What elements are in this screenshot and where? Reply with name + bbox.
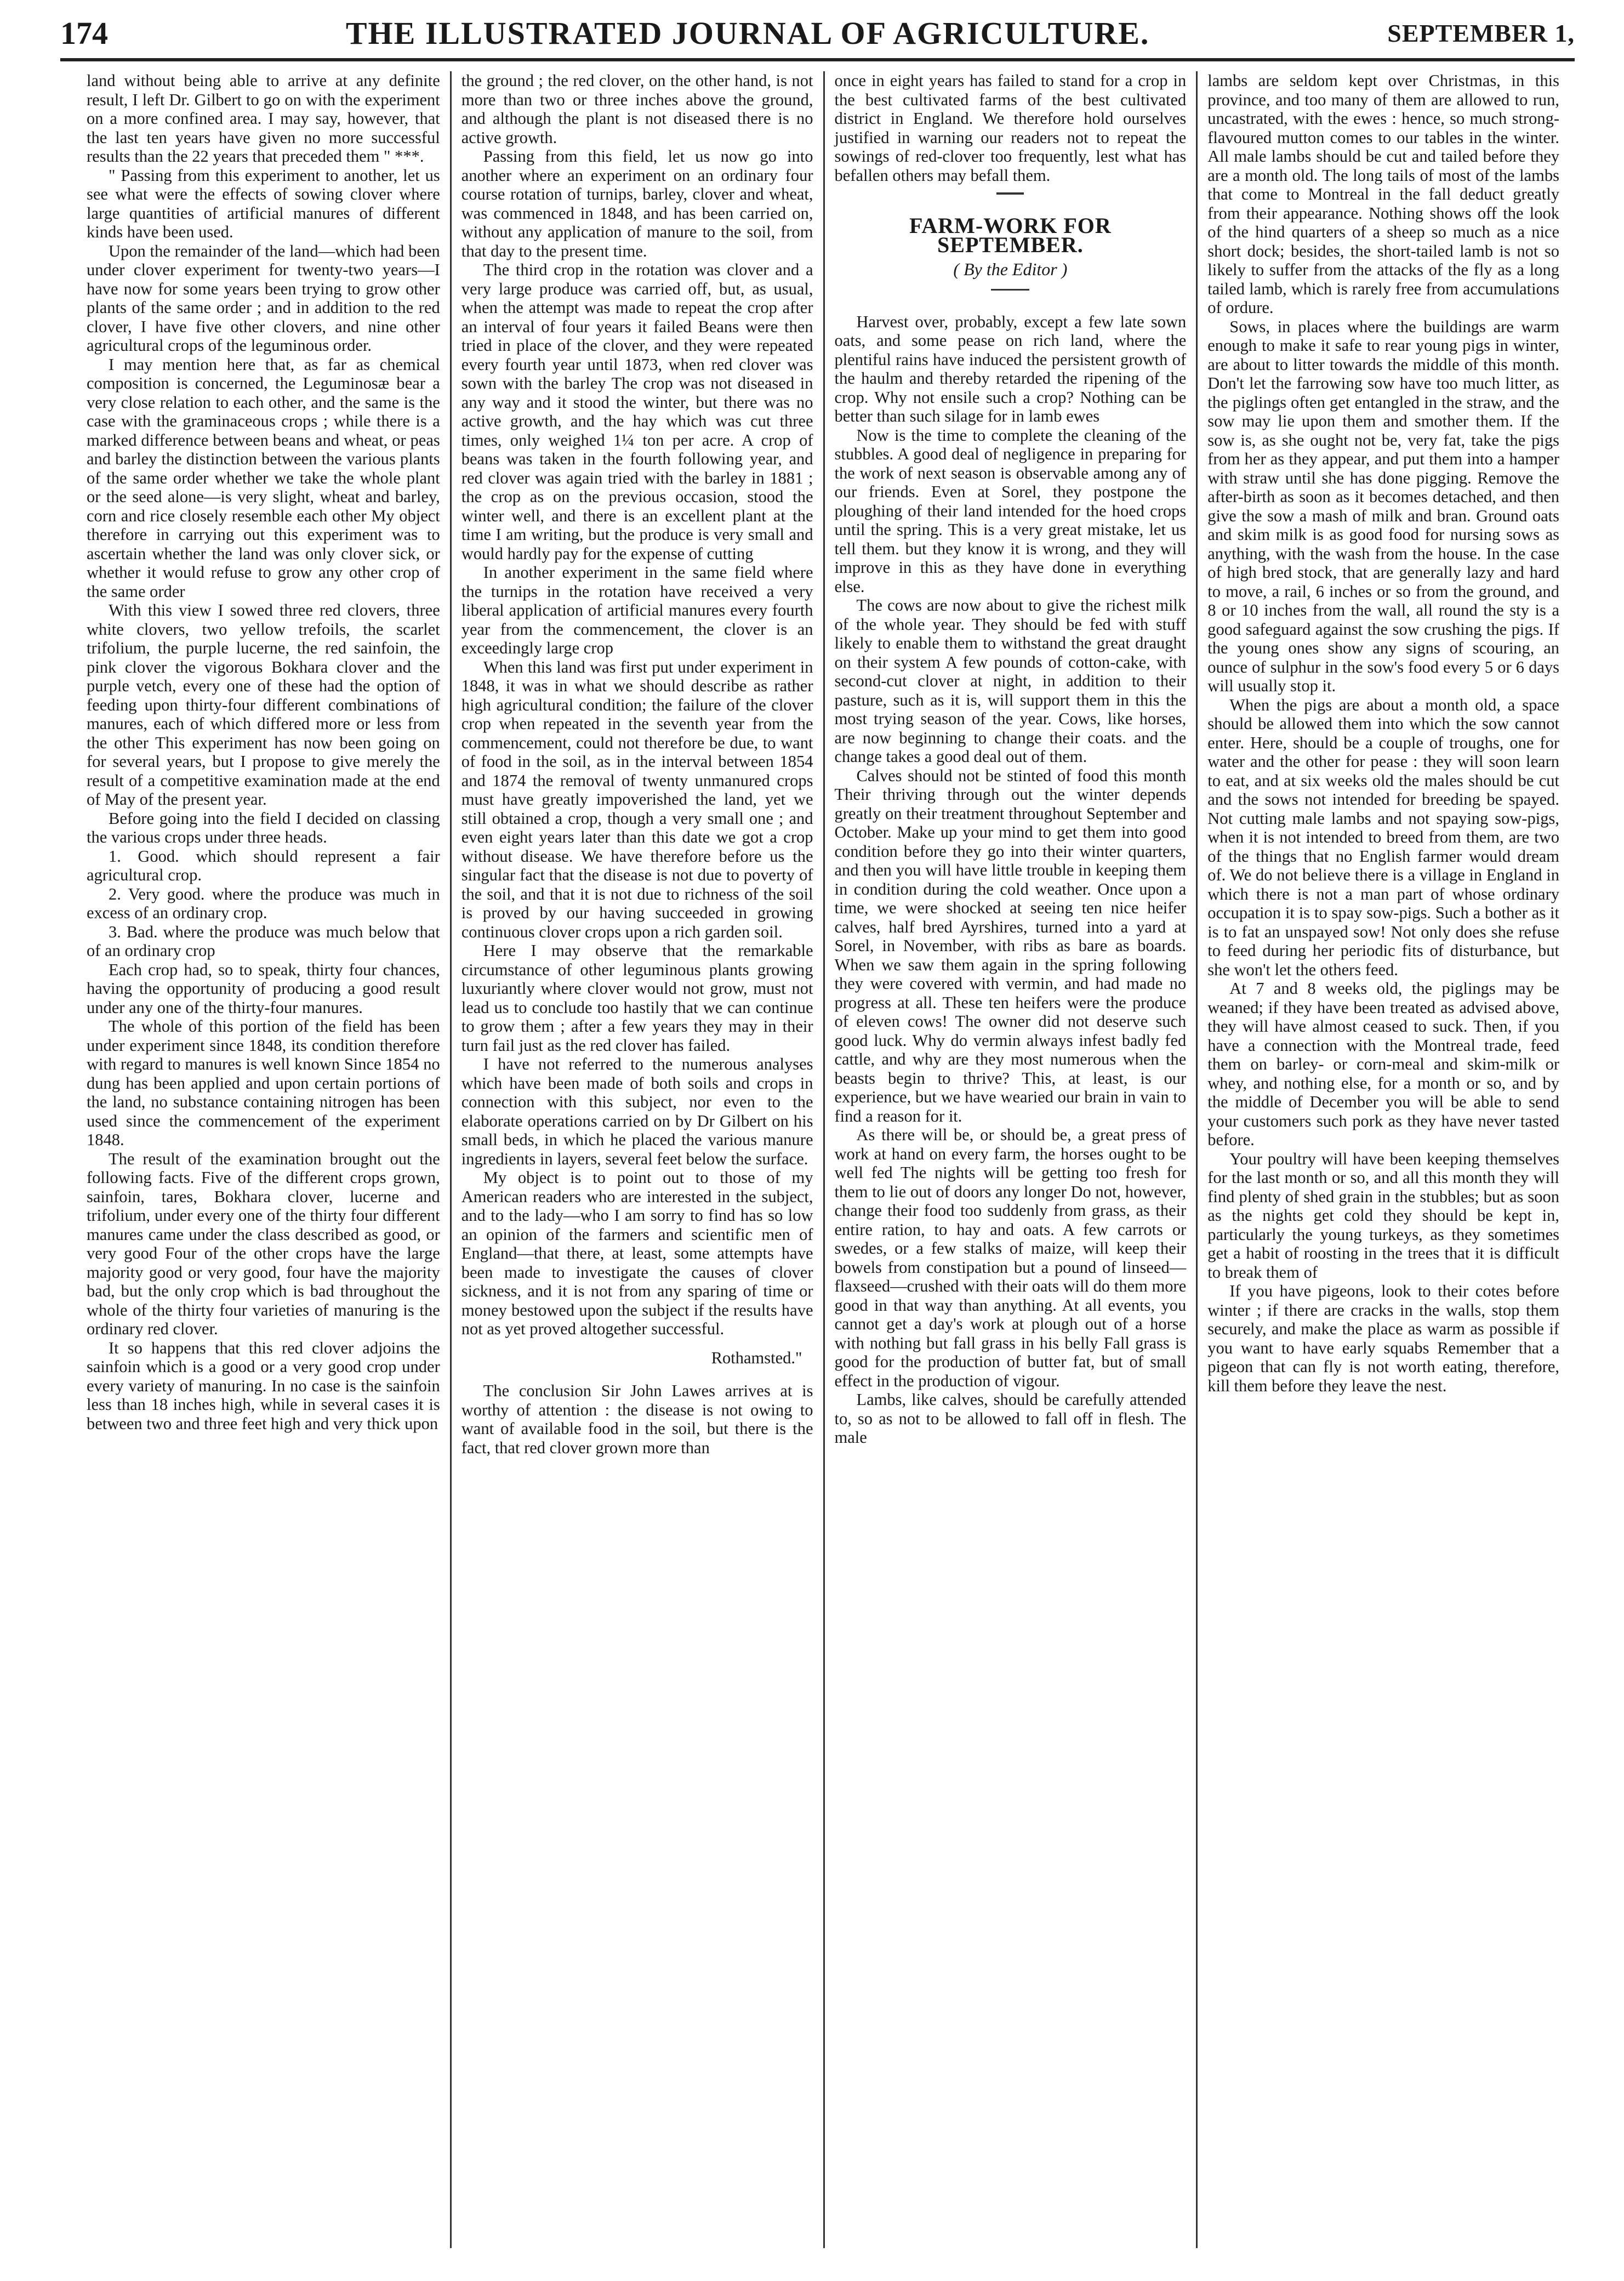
paragraph: 2. Very good. where the produce was much in excess of an ordinary crop. [87,884,440,922]
paragraph: Each crop had, so to speak, thirty four chances, having the opportunity of producing a good result under any one of the thirty-four manures. [87,960,440,1017]
section-divider [996,192,1024,195]
paragraph: The third crop in the rotation was clover and a very large produce was carried off, but, as usual, when the attempt was made to repeat the crop after an interval of four years it failed Beans were then tried in place of the clover, and they were repeated every fourth year until 1873, when red clover was sown with the barley The crop was not diseased in any way and it stood the winter, but there was no active growth, and the hay which was cut three times, only weighed 1¼ ton per acre. A crop of beans was taken in the fourth following year, and red clover was again tried with the barley in 1881 ; the crop as on the previous occasion, stood the winter well, and there is an excellent plant at the time I am writing, but the produce is very small and would hardly pay for the expense of cutting [461,260,813,563]
paragraph: As there will be, or should be, a great press of work at hand on every farm, the horses ought to be well fed The nights will be getting too fresh for them to lie out of doors any longer Do not, however, change their food too suddenly from grass, as their entire ration, to hay and oats. A few carrots or swedes, or a few stalks of maize, will keep their bowels from constipation but a pound of linseed—flaxseed—crushed with their oats will do them more good in that way than anything. At all events, you cannot get a day's work at plough out of a horse with nothing but fall grass in his belly Fall grass is good for the production of butter fat, but of small effect in the production of vigour. [834,1125,1187,1390]
column-4 [1196,71,1569,2248]
paragraph: If you have pigeons, look to their cotes before winter ; if there are cracks in the walls, stop them securely, and make the place as warm as possible if you want to have early squabs Remember that a pigeon that can fly is not worth eating, therefore, kill them before they leave the nest. [1207,1282,1559,1395]
paragraph: Your poultry will have been keeping themselves for the last month or so, and all this month they will find plenty of shed grain in the stubbles; but as soon as the nights get cold they should be kept in, particularly the young turkeys, as they sometimes get a habit of roosting in the trees that it is difficult to break them of [1207,1149,1559,1282]
paragraph: It so happens that this red clover adjoins the sainfoin which is a good or a very good crop under every variety of manuring. In no case is the sainfoin less than 18 inches high, while in several cases it is between two and three feet high and very thick upon [87,1338,440,1433]
paragraph: I have not referred to the numerous analyses which have been made of both soils and crops in connection with this subject, nor even to the elaborate operations carried on by Dr Gilbert on his small beds, in which he placed the various manure ingredients in layers, several feet below the surface. [461,1055,813,1168]
paragraph: Calves should not be stinted of food this month Their thriving through out the winter depends greatly on their treatment throughout September and October. Make up your mind to get them into good condition before they go into their winter quarters, and then you will have little trouble in keeping them in condition during the cold weather. Once upon a time, we were shocked at seeing ten nice heifer calves, half bred Ayrshires, turned into a yard at Sorel, in November, with ribs as bare as boards. When we saw them again in the spring following they were covered with vermin, and had made no progress at all. These ten heifers were the produce of eleven cows! The owner did not deserve such good luck. Why do vermin always infest badly fed cattle, and why are they most numerous when the beasts begin to thrive? This, at least, is our experience, but we have wearied our brain in vain to find a reason for it. [834,766,1187,1125]
paragraph: Harvest over, probably, except a few late sown oats, and some pease on rich land, where the plentiful rains have induced the persistent growth of the haulm and thereby retarded the ripening of the crop. Why not ensile such a crop? Nothing can be better than such silage for in lamb ewes [834,312,1187,425]
signature-rothamsted: Rothamsted." [711,1348,802,1367]
paragraph: 3. Bad. where the produce was much below that of an ordinary crop [87,922,440,960]
paragraph: My object is to point out to those of my American readers who are interested in the subject, and to the lady—who I am sorry to find has so low an opinion of the farmers and scientific men of England—that there, at least, some attempts have been made to investigate the causes of clover sickness, and it is not from any sparing of time or money bestowed upon the subject if the results have not as yet proved altogether successful. [461,1168,813,1338]
paragraph: Now is the time to complete the cleaning of the stubbles. A good deal of negligence in preparing for the work of next season is observable among any of our friends. Even at Sorel, they postpone the ploughing of their land intended for the hoed crops until the spring. This is a very great mistake, let us tell them. but they know it is wrong, and they will improve in this as they have done in everything else. [834,425,1187,596]
paragraph: Upon the remainder of the land—which had been under clover experiment for twenty-two years—I have now for some years been trying to grow other plants of the same order ; and in addition to the red clover, I have five other clovers, and nine other agricultural crops of the leguminous order. [87,241,440,355]
paragraph: lambs are seldom kept over Christmas, in this province, and too many of them are allowed to run, uncastrated, with the ewes : hence, so much strong-flavoured mutton comes to our tables in the winter. All male lambs should be cut and tailed before they are a month old. The long tails of most of the lambs that come to Montreal in the fall deduct greatly from their appearance. Nothing shows off the look of the hind quarters of a sheep so much as a nice short dock; besides, the short-tailed lamb is not so likely to suffer from the attacks of the fly as a long tailed lamb, which is rarely free from accumulations of ordure. [1207,71,1559,317]
paragraph: Sows, in places where the buildings are warm enough to make it safe to rear young pigs in winter, are about to litter towards the middle of this month. Don't let the farrowing sow have too much litter, as the piglings often get entangled in the straw, and the sow may lie upon them and smother them. If the sow is, as she ought not be, very fat, take the pigs from her as they appear, and put them into a hamper with straw until she has done pigging. Remove the after-birth as soon as it becomes detached, and then give the sow a mash of milk and bran. Ground oats and skim milk is as good food for nursing sows as anything, with the wash from the house. In the case of high bred stock, that are generally lazy and hard to move, a rail, 6 inches or so from the ground, and 8 or 10 inches from the wall, all round the sty is a good safeguard against the sow crushing the pigs. If the young ones show any signs of scouring, an ounce of sulphur in the sow's food every 5 or 6 days will usually stop it. [1207,317,1559,695]
paragraph: 1. Good. which should represent a fair agricultural crop. [87,846,440,884]
paragraph: With this view I sowed three red clovers, three white clovers, two yellow trefoils, the scarlet trifolium, the purple lucerne, the red sainfoin, the pink clover the vigorous Bokhara clover and the purple vetch, every one of these had the option of feeding upon thirty-four different combinations of manures, each of which differed more or less from the other This experiment has now been going on for several years, but I propose to give merely the result of a competitive examination made at the end of May of the present year. [87,601,440,809]
page-number: 174 [60,15,108,51]
issue-date: SEPTEMBER 1, [1387,19,1575,47]
paragraph: In another experiment in the same field where the turnips in the rotation have received a very liberal application of artificial manures every fourth year from the commencement, the clover is an exceedingly large crop [461,563,813,657]
paragraph: Here I may observe that the remarkable circumstance of other leguminous plants growing luxuriantly where clover would not grow, must not lead us to conclude too hastily that we can continue to grow them ; after a few years they may in their turn fail just as the red clover has failed. [461,941,813,1055]
page-header [60,11,1575,55]
paragraph: The cows are now about to give the richest milk of the whole year. They should be fed with stuff likely to enable them to withstand the great draught on their system A few pounds of cotton-cake, with second-cut clover at night, in addition to their pasture, such as it is, will support them in this the most trying season of the year. Cows, like horses, are now beginning to change their coats. and the change takes a good deal out of them. [834,596,1187,766]
section-byline: ( By the Editor ) [953,259,1068,279]
paragraph: the ground ; the red clover, on the other hand, is not more than two or three inches above the ground, and although the plant is not diseased there is no active growth. [461,71,813,147]
header-rule [60,58,1575,61]
text-columns [77,71,1569,2248]
paragraph: The conclusion Sir John Lawes arrives at is worthy of attention : the disease is not owing to want of available food in the soil, but there is the fact, that red clover grown more than [461,1381,813,1457]
paragraph: land without being able to arrive at any definite result, I left Dr. Gilbert to go on with the experiment on a more confined area. I may say, however, that the last ten years have given no more successful results than the 22 years that preceded them " ***. [87,71,440,166]
paragraph: The whole of this portion of the field has been under experiment since 1848, its condition therefore with regard to manures is well known Since 1854 no dung has been applied and upon certain portions of the land, no substance containing nitrogen has been used since the commencement of the experiment 1848. [87,1017,440,1149]
section-title: FARM-WORK FOR SEPTEMBER. [909,213,1112,257]
byline-rule [991,289,1029,291]
paragraph: Passing from this field, let us now go into another where an experiment on an ordinary four course rotation of turnips, barley, clover and wheat, was commenced in 1848, and has been carried on, without any application of manure to the soil, from that day to the present time. [461,147,813,260]
paragraph: The result of the examination brought out the following facts. Five of the different crops grown, sainfoin, tares, Bokhara clover, lucerne and trifolium, under every one of the thirty four different manures came under the class described as good, or very good Four of the other crops have the large majority good or very good, four have the majority bad, but the only crop which is bad throughout the whole of the thirty four varieties of manuring is the ordinary red clover. [87,1149,440,1338]
paragraph: At 7 and 8 weeks old, the piglings may be weaned; if they have been treated as advised above, they will have almost ceased to suck. Then, if you have a connection with the Montreal trade, feed them on barley- or corn-meal and skim-milk or whey, and nothing else, for a month or so, and by the middle of December you will be able to send your customers such pork as they have never tasted before. [1207,979,1559,1149]
column-1 [77,71,450,2248]
column-2 [450,71,823,2248]
column-3 [823,71,1196,2248]
paragraph: " Passing from this experiment to another, let us see what were the effects of sowing clover where large quantities of artificial manures of different kinds have been used. [87,166,440,241]
paragraph: I may mention here that, as far as chemical composition is concerned, the Leguminosæ bear a very close relation to each other, and the same is the case with the graminaceous crops ; while there is a marked difference between beans and wheat, or peas and barley the distinction between the various plants of the same order whether we take the whole plant or the seed alone—is very slight, wheat and barley, corn and rice closely resemble each other My object therefore in carrying out this experiment was to ascertain whether the land was only clover sick, or whether it would refuse to grow any other crop of the same order [87,355,440,601]
paragraph: When this land was first put under experiment in 1848, it was in what we should describe as rather high agricultural condition; the failure of the clover crop when repeated in the seventh year from the commencement, could not therefore be due, to want of food in the soil, as in the interval between 1854 and 1874 the removal of twenty unmanured crops must have greatly impoverished the land, yet we still obtained a crop, though a very small one ; and even eight years later than this date we got a crop without disease. We have therefore before us the singular fact that the disease is not due to poverty of the soil, and that it is not due to richness of the soil is proved by our having succeeded in growing continuous clover crops upon a rich garden soil. [461,657,813,941]
paragraph: Lambs, like calves, should be carefully attended to, so as not to be allowed to fall off in flesh. The male [834,1390,1187,1447]
paragraph: Before going into the field I decided on classing the various crops under three heads. [87,809,440,846]
paragraph: When the pigs are about a month old, a space should be allowed them into which the sow cannot enter. Here, should be a couple of troughs, one for water and the other for pease : they will soon learn to eat, and at six weeks old the males should be cut and the sows not intended for breeding be spayed. Not cutting male lambs and not spaying sow-pigs, when it is not intended to breed from them, are two of the things that no English farmer would dream of. We do not believe there is a village in England in which there is not a man part of whose ordinary occupation it is to spay sow-pigs. Such a bother as it is to fat an unspayed sow! Not only does she refuse to feed during her periodic fits of disturbance, but she won't let the others feed. [1207,695,1559,979]
journal-title: THE ILLUSTRATED JOURNAL OF AGRICULTURE. [345,15,1150,51]
paragraph: once in eight years has failed to stand for a crop in the best cultivated farms of the best cultivated district in England. We therefore hold ourselves justified in warning our readers not to repeat the sowings of red-clover too frequently, lest what has befallen others may befall them. [834,71,1187,185]
